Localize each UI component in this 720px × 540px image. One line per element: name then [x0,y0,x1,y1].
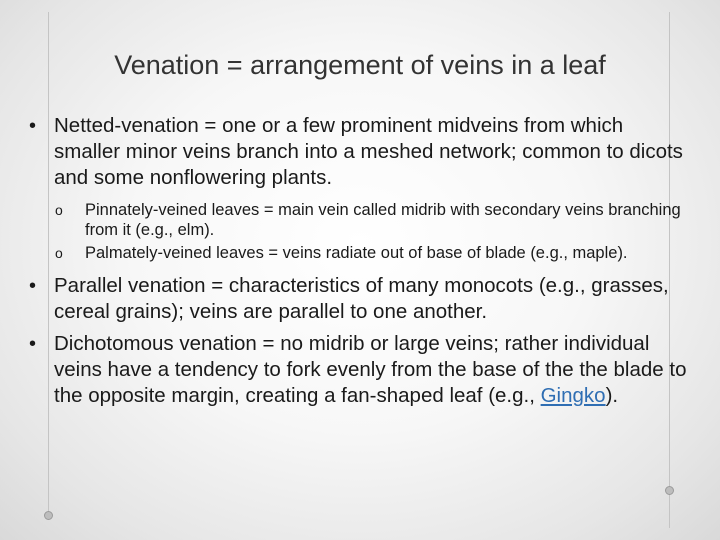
sub-bullet-text: Pinnately-veined leaves = main vein called midrib with secondary veins branching from it (e.g., elm). [85,201,681,239]
sub-bullet-list [29,200,694,263]
left-frame-dot [44,511,53,520]
bullet-netted-venation [29,113,694,191]
bullet-text-part-1: Dichotomous venation = no midrib or large veins; rather individual veins have a tendency to fork evenly from the base of the the blade to the opposite margin, creating a fan-shaped leaf (e.g., [54,332,687,407]
sub-bullet-icon: o [55,202,63,218]
bullet-icon: • [29,333,37,355]
bullet-dichotomous-venation [29,331,694,409]
sub-bullet-palmately-veined [55,243,694,263]
gingko-link[interactable]: Gingko [540,384,606,407]
bullet-icon: • [29,115,37,137]
slide-content [29,113,694,409]
bullet-text: Parallel venation = characteristics of many monocots (e.g., grasses, cereal grains); veins are parallel to one another. [54,274,669,323]
bullet-parallel-venation [29,273,694,325]
bullet-text: Netted-venation = one or a few prominent midveins from which smaller minor veins branch into a meshed network; common to dicots and some nonflowering plants. [54,114,683,189]
slide-title: Venation = arrangement of veins in a leaf [114,50,606,80]
sub-bullet-icon: o [55,245,63,261]
sub-bullet-pinnately-veined [55,200,694,240]
bullet-text-part-2: ). [605,384,619,407]
bullet-icon: • [29,275,37,297]
right-frame-dot [665,486,674,495]
sub-bullet-text: Palmately-veined leaves = veins radiate out of base of blade (e.g., maple). [85,244,628,262]
